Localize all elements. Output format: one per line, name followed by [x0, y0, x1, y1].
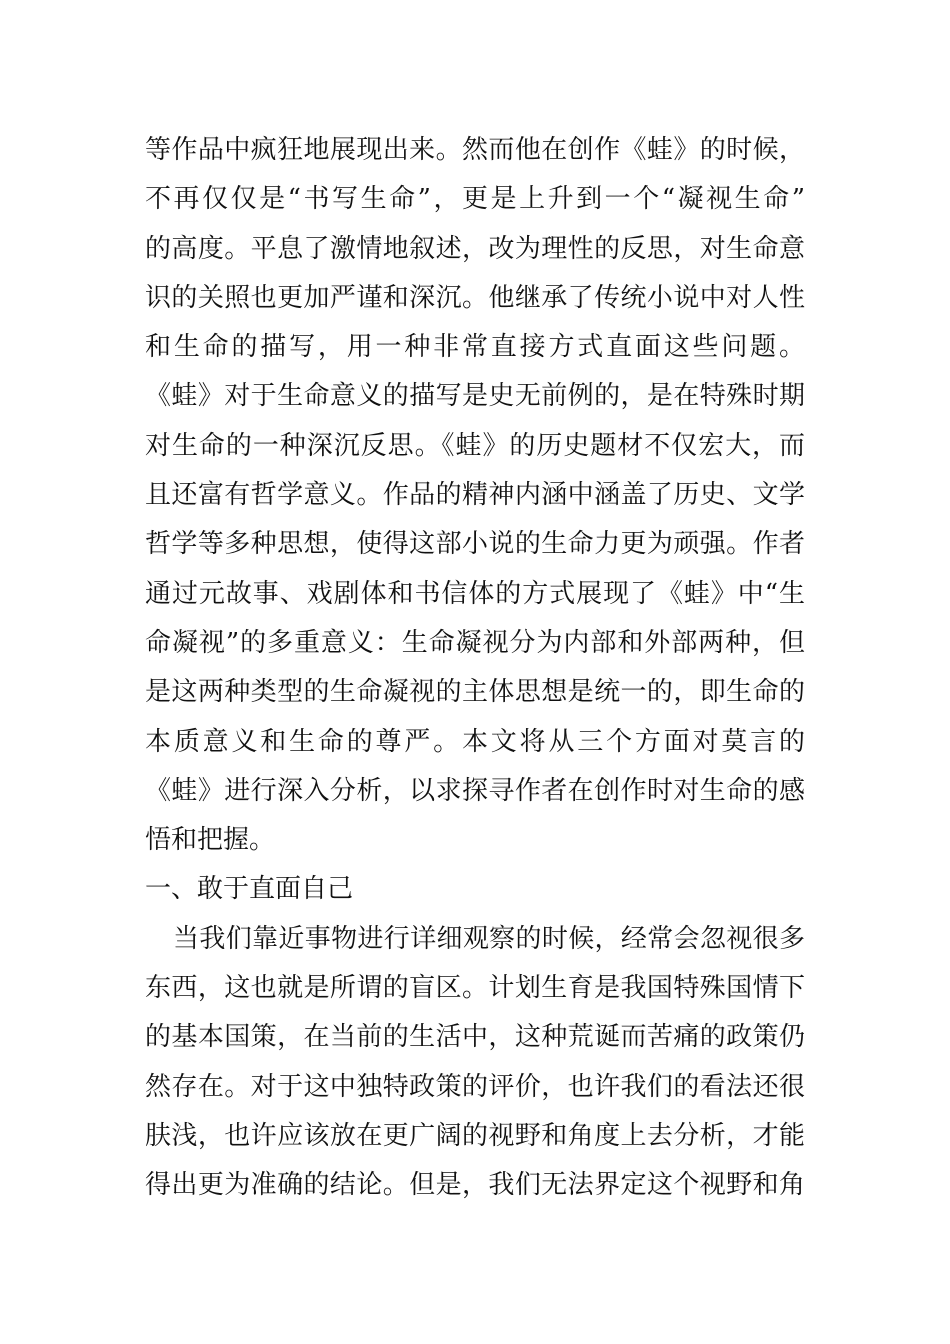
text-line: 本质意义和生命的尊严。本文将从三个方面对莫言的 — [145, 726, 805, 757]
text-line: 对生命的一种深沉反思。《蛙》的历史题材不仅宏大，而 — [145, 430, 805, 461]
text-line: 当我们靠近事物进行详细观察的时候，经常会忽视很多 — [173, 923, 805, 954]
text-line: 《蛙》对于生命意义的描写是史无前例的，是在特殊时期 — [145, 381, 805, 412]
text-line: 不再仅仅是“书写生命”，更是上升到一个“凝视生命” — [145, 184, 805, 215]
text-line: 且还富有哲学意义。作品的精神内涵中涵盖了历史、文学 — [145, 480, 805, 511]
text-line: 等作品中疯狂地展现出来。然而他在创作《蛙》的时候， — [145, 135, 805, 165]
section-heading: 一、敢于直面自己 — [145, 874, 354, 905]
text-line: 悟和把握。 — [145, 825, 276, 856]
text-line: 和生命的描写，用一种非常直接方式直面这些问题。 — [145, 332, 805, 363]
text-line: 命凝视”的多重意义：生命凝视分为内部和外部两种，但 — [145, 627, 805, 658]
text-line: 的基本国策，在当前的生活中，这种荒诞而苦痛的政策仍 — [145, 1022, 805, 1053]
paragraph-2 — [145, 915, 805, 1211]
body-text — [145, 126, 805, 1211]
text-line: 然存在。对于这中独特政策的评价，也许我们的看法还很 — [145, 1071, 805, 1102]
text-line: 得出更为准确的结论。但是，我们无法界定这个视野和角 — [145, 1170, 805, 1201]
text-line: 是这两种类型的生命凝视的主体思想是统一的，即生命的 — [145, 677, 805, 708]
text-line: 识的关照也更加严谨和深沉。他继承了传统小说中对人性 — [145, 282, 805, 313]
text-line: 肤浅，也许应该放在更广阔的视野和角度上去分析，才能 — [145, 1120, 805, 1151]
text-line: 东西，这也就是所谓的盲区。计划生育是我国特殊国情下 — [145, 973, 805, 1004]
text-line: 的高度。平息了激情地叙述，改为理性的反思，对生命意 — [145, 233, 805, 264]
text-line: 通过元故事、戏剧体和书信体的方式展现了《蛙》中“生 — [145, 578, 805, 609]
text-line: 《蛙》进行深入分析，以求探寻作者在创作时对生命的感 — [145, 775, 805, 806]
paragraph-1 — [145, 126, 805, 865]
text-line: 哲学等多种思想，使得这部小说的生命力更为顽强。作者 — [145, 529, 805, 560]
